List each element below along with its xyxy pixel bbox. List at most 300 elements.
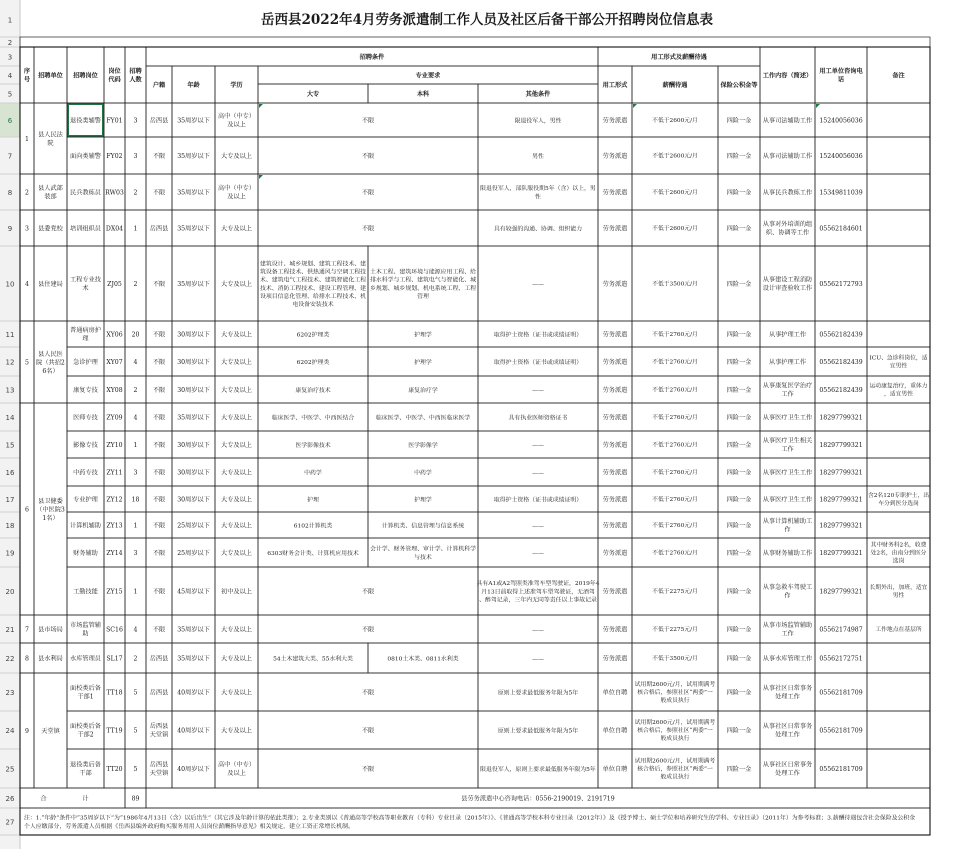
svg-text:四险一金: 四险一金	[726, 626, 752, 634]
svg-text:不低于2600元/月: 不低于2600元/月	[652, 226, 698, 233]
data-cell-text	[153, 152, 165, 160]
insurance-text	[727, 386, 752, 394]
svg-text:处理工作: 处理工作	[775, 731, 800, 739]
svg-text:——: ——	[532, 387, 544, 394]
group-seq	[25, 136, 29, 143]
svg-text:不限: 不限	[152, 189, 166, 197]
svg-text:取得护士资格（证书或成绩证明）: 取得护士资格（证书或成绩证明）	[493, 497, 583, 504]
salary-text	[652, 224, 698, 232]
svg-text:水库管理员: 水库管理员	[70, 655, 101, 663]
svg-text:工作: 工作	[781, 446, 794, 454]
other-text	[532, 282, 544, 288]
group-seq	[25, 281, 29, 288]
phone-text	[819, 469, 862, 476]
college-text	[307, 495, 319, 503]
form-text	[603, 549, 628, 557]
svg-text:保险公积金等: 保险公积金等	[720, 81, 758, 89]
salary-text	[652, 152, 698, 160]
row-number[interactable]: 9	[7, 225, 13, 233]
svg-text:（中医院3: （中医院3	[36, 506, 65, 514]
svg-text:ZJ05: ZJ05	[107, 280, 122, 288]
phone-text	[819, 117, 862, 124]
data-cell-text	[106, 496, 122, 503]
svg-text:其他条件: 其他条件	[525, 90, 551, 98]
data-cell-text	[73, 587, 98, 595]
svg-text:不限: 不限	[361, 588, 375, 596]
data-cell-text	[134, 414, 138, 421]
phone-text	[819, 359, 862, 366]
svg-text:工勤技能: 工勤技能	[73, 588, 98, 596]
svg-text:薪酬待遇: 薪酬待遇	[662, 81, 688, 89]
svg-text:中药学: 中药学	[304, 470, 322, 477]
svg-text:限退役军人，男性: 限退役军人，男性	[514, 118, 562, 125]
salary-text	[652, 495, 698, 503]
row-number[interactable]: 5	[7, 90, 13, 99]
svg-text:，适宜男性: ，适宜男性	[884, 391, 913, 398]
salary-text	[652, 116, 698, 124]
svg-text:18297799321: 18297799321	[819, 441, 863, 449]
svg-text:与技术: 与技术	[414, 554, 432, 561]
row-number[interactable]: 8	[7, 189, 13, 197]
svg-text:6名）: 6名）	[42, 367, 59, 375]
svg-text:限退役军人，部队服役期5年（含）以上，男: 限退役军人，部队服役期5年（含）以上，男	[480, 186, 596, 193]
svg-text:四险一金: 四险一金	[726, 469, 752, 477]
form-text	[603, 280, 628, 288]
svg-text:用工单位咨询电: 用工单位咨询电	[819, 68, 863, 76]
svg-text:试用期2600元/月，试用期满考: 试用期2600元/月，试用期满考	[634, 758, 716, 765]
svg-text:县市场局: 县市场局	[38, 626, 63, 634]
data-cell-text	[134, 655, 138, 662]
svg-text:备注: 备注	[892, 72, 905, 80]
row-number[interactable]: 14	[5, 414, 15, 422]
svg-text:建筑设计、城乡规划、建筑工程技术、建: 建筑设计、城乡规划、建筑工程技术、建	[259, 261, 367, 268]
row-number[interactable]: 10	[5, 280, 15, 289]
data-cell-text	[134, 522, 138, 529]
svg-text:RW03: RW03	[105, 189, 124, 197]
svg-text:35周岁以下: 35周岁以下	[177, 655, 210, 663]
svg-text:岳西县: 岳西县	[149, 117, 169, 125]
data-cell-text	[134, 359, 138, 366]
svg-text:运动康复治疗，重体力: 运动康复治疗，重体力	[869, 383, 928, 390]
svg-text:1: 1	[133, 522, 138, 530]
svg-text:8: 8	[25, 655, 29, 663]
data-cell-text	[153, 188, 165, 196]
svg-text:院（共招2: 院（共招2	[36, 359, 65, 367]
data-cell-text	[106, 689, 122, 696]
data-cell-text	[221, 549, 252, 557]
remark-text	[875, 625, 922, 633]
svg-text:劳务派遣: 劳务派遣	[602, 469, 628, 477]
svg-text:3: 3	[25, 225, 29, 233]
data-cell-text	[106, 414, 122, 421]
data-cell-text	[106, 766, 122, 773]
svg-text:设项目信息化管理、给排水工程技术、机: 设项目信息化管理、给排水工程技术、机	[259, 293, 367, 300]
header-college	[307, 90, 320, 98]
svg-text:不限: 不限	[361, 765, 375, 773]
svg-text:计算机辅助: 计算机辅助	[70, 522, 101, 530]
other-text	[494, 495, 582, 503]
phone-text	[819, 442, 862, 449]
form-text	[603, 330, 628, 338]
svg-text:劳务派遣: 劳务派遣	[602, 522, 628, 530]
phone-text	[819, 588, 862, 595]
svg-text:面向类辅警: 面向类辅警	[70, 152, 101, 160]
row-number[interactable]: 11	[5, 331, 15, 339]
svg-text:2: 2	[25, 189, 29, 197]
svg-text:不限: 不限	[361, 626, 375, 634]
data-cell-text	[134, 117, 138, 124]
svg-text:本科: 本科	[416, 90, 430, 98]
form-text	[603, 116, 628, 124]
svg-text:医学影像技术: 医学影像技术	[295, 442, 331, 449]
other-text	[532, 523, 544, 529]
row-number[interactable]: 26	[5, 795, 15, 803]
data-cell-text	[106, 387, 122, 394]
header-major	[416, 71, 441, 79]
row-number[interactable]: 4	[7, 72, 13, 80]
row-number[interactable]: 25	[5, 765, 15, 774]
svg-text:40周岁以下: 40周岁以下	[177, 689, 210, 697]
svg-text:不限: 不限	[361, 689, 375, 697]
major-text	[362, 152, 374, 160]
svg-text:及以上: 及以上	[227, 121, 246, 129]
svg-text:号: 号	[23, 76, 31, 84]
other-text	[480, 765, 596, 773]
salary-text	[652, 188, 698, 196]
data-cell-text	[153, 625, 165, 633]
svg-text:康复治疗技术: 康复治疗技术	[295, 387, 331, 394]
svg-text:05562172751: 05562172751	[819, 655, 863, 663]
group-seq	[25, 655, 29, 662]
svg-text:2: 2	[133, 189, 138, 197]
svg-text:长期外出，加班，适宜: 长期外出，加班，适宜	[869, 585, 928, 592]
svg-text:劳务派遣: 劳务派遣	[602, 331, 628, 339]
phone-text	[819, 387, 862, 394]
row-number[interactable]: 18	[5, 522, 15, 530]
college-text	[273, 654, 353, 662]
svg-text:劳务派遣: 劳务派遣	[602, 549, 628, 557]
content-text	[763, 549, 813, 557]
svg-text:2: 2	[133, 386, 138, 394]
svg-text:30周岁以下: 30周岁以下	[177, 441, 210, 449]
data-cell-text	[153, 358, 165, 366]
svg-text:3: 3	[133, 117, 138, 125]
svg-text:会计学、财务管理、审计学、计算机科学: 会计学、财务管理、审计学、计算机科学	[369, 546, 477, 553]
svg-text:从事社区日常事务: 从事社区日常事务	[762, 761, 813, 769]
content-text	[763, 188, 813, 196]
data-cell-text	[177, 726, 210, 734]
row-number[interactable]: 22	[5, 655, 15, 663]
svg-text:不限: 不限	[152, 331, 166, 339]
svg-text:ZY15: ZY15	[106, 588, 123, 596]
svg-text:25周岁以下: 25周岁以下	[177, 522, 210, 530]
svg-text:土木工程、建筑环境与能源应用工程、给: 土木工程、建筑环境与能源应用工程、给	[369, 269, 477, 276]
svg-text:从事社区日常事务: 从事社区日常事务	[762, 685, 813, 693]
svg-text:招聘: 招聘	[129, 68, 142, 76]
svg-text:35周岁以下: 35周岁以下	[177, 152, 210, 160]
svg-text:男性: 男性	[532, 153, 544, 160]
data-cell-text	[153, 413, 165, 421]
form-text	[603, 224, 628, 232]
data-cell-text	[177, 280, 210, 288]
svg-text:5: 5	[133, 765, 138, 773]
other-text	[476, 579, 599, 603]
data-cell-text	[134, 281, 138, 288]
svg-text:处2名，由南分到医分: 处2名，由南分到医分	[870, 550, 927, 557]
svg-text:05562181709: 05562181709	[819, 689, 863, 697]
svg-text:退役类后备: 退役类后备	[70, 761, 101, 769]
svg-text:4: 4	[133, 626, 138, 634]
svg-text:30周岁以下: 30周岁以下	[177, 331, 210, 339]
data-cell-text	[106, 225, 123, 232]
svg-text:从事护理工作: 从事护理工作	[768, 331, 807, 339]
data-cell-text	[134, 153, 138, 160]
svg-text:限退役军人，原则上要求最低服务年限为5年: 限退役军人，原则上要求最低服务年限为5年	[480, 766, 596, 773]
insurance-text	[727, 587, 752, 595]
svg-text:面校类后备: 面校类后备	[70, 723, 101, 731]
svg-text:5: 5	[133, 689, 138, 697]
row-number[interactable]: 6	[7, 117, 13, 125]
svg-text:05562184601: 05562184601	[819, 225, 863, 233]
svg-text:30周岁以下: 30周岁以下	[177, 496, 210, 504]
svg-text:学历: 学历	[230, 81, 243, 89]
data-cell-text	[153, 468, 165, 476]
data-cell-text	[106, 655, 122, 662]
svg-text:及以上: 及以上	[227, 770, 246, 778]
svg-text:计: 计	[82, 795, 89, 803]
row-number[interactable]: 21	[5, 626, 15, 634]
svg-text:般成员执行: 般成员执行	[660, 736, 690, 743]
svg-text:县人民法: 县人民法	[38, 131, 63, 139]
svg-text:岳西县: 岳西县	[149, 655, 169, 663]
row-number[interactable]: 13	[5, 386, 15, 395]
major-text	[362, 587, 374, 595]
data-cell-text	[106, 153, 122, 160]
college-text	[267, 549, 359, 557]
svg-text:人数: 人数	[129, 76, 142, 84]
bachelor-text	[414, 495, 432, 503]
row-number[interactable]: 19	[5, 549, 15, 558]
svg-text:具有A1或A2驾照类准驾车型驾驶证，2019年4: 具有A1或A2驾照类准驾车型驾驶证，2019年4	[476, 581, 600, 588]
data-cell-text	[177, 188, 210, 196]
salary-text	[652, 386, 698, 394]
svg-text:45周岁以下: 45周岁以下	[177, 588, 210, 596]
salary-text	[652, 625, 698, 633]
row-number[interactable]: 1	[7, 16, 13, 25]
svg-text:XY06: XY06	[106, 331, 123, 339]
insurance-text	[727, 765, 752, 773]
row-number[interactable]: 2	[7, 39, 13, 47]
svg-text:18297799321: 18297799321	[819, 414, 863, 422]
major-text	[362, 688, 374, 696]
svg-text:不低于2760元/月: 不低于2760元/月	[652, 523, 698, 530]
row-number[interactable]: 20	[5, 588, 15, 596]
svg-text:——: ——	[532, 470, 544, 477]
svg-text:及以上: 及以上	[227, 193, 246, 201]
salary-text	[652, 441, 698, 449]
form-text	[603, 413, 628, 421]
insurance-text	[727, 358, 752, 366]
svg-text:不限: 不限	[361, 117, 375, 125]
insurance-text	[727, 413, 752, 421]
svg-text:劳务派遣: 劳务派遣	[602, 496, 628, 504]
svg-text:6202护理类: 6202护理类	[296, 359, 330, 366]
svg-text:大专及以上: 大专及以上	[221, 386, 252, 394]
college-text	[294, 521, 333, 529]
svg-text:民兵教练员: 民兵教练员	[70, 189, 101, 197]
other-text	[494, 330, 582, 338]
svg-text:岳西县: 岳西县	[149, 689, 169, 697]
svg-text:——: ——	[532, 442, 544, 449]
header-remark	[892, 71, 905, 79]
svg-text:ZY10: ZY10	[106, 441, 123, 449]
svg-text:助: 助	[82, 630, 89, 638]
salary-text	[652, 521, 698, 529]
svg-text:不限: 不限	[152, 496, 166, 504]
svg-text:从事医疗卫生相关: 从事医疗卫生相关	[762, 437, 813, 445]
form-text	[603, 654, 628, 662]
svg-text:6202护理类: 6202护理类	[296, 332, 330, 339]
svg-text:从事建设工程消防: 从事建设工程消防	[762, 276, 813, 284]
insurance-text	[727, 549, 752, 557]
svg-text:具有执业医师资格证书: 具有执业医师资格证书	[508, 415, 568, 422]
header-employ-group	[651, 53, 707, 61]
svg-text:工作: 工作	[781, 391, 794, 399]
phone-text	[819, 331, 862, 338]
svg-text:四险一金: 四险一金	[726, 655, 752, 663]
svg-text:大专及以上: 大专及以上	[221, 469, 252, 477]
group-unit	[38, 280, 63, 288]
svg-text:从事医疗卫生工作: 从事医疗卫生工作	[762, 496, 813, 504]
row-number[interactable]: 15	[5, 441, 15, 450]
phone-text	[819, 496, 862, 503]
data-cell-text	[177, 549, 210, 557]
svg-text:劳务派遣: 劳务派遣	[602, 280, 628, 288]
header-post	[72, 71, 99, 79]
phone-text	[819, 281, 862, 288]
svg-text:四险一金: 四险一金	[726, 386, 752, 394]
svg-text:35周岁以下: 35周岁以下	[177, 414, 210, 422]
insurance-text	[727, 280, 752, 288]
form-text	[603, 386, 628, 394]
svg-text:劳务派遣: 劳务派遣	[602, 225, 628, 233]
svg-text:6102计算机类: 6102计算机类	[293, 523, 333, 530]
svg-text:从事急救车驾驶工: 从事急救车驾驶工	[762, 584, 813, 592]
form-text	[603, 587, 628, 595]
svg-text:四险一金: 四险一金	[726, 331, 752, 339]
svg-text:从事市场监管辅助: 从事市场监管辅助	[762, 622, 813, 630]
svg-text:05562172793: 05562172793	[819, 280, 863, 288]
svg-text:作: 作	[784, 592, 791, 600]
svg-text:作: 作	[784, 526, 791, 534]
data-cell-text	[150, 688, 169, 696]
row-number[interactable]: 24	[5, 727, 15, 735]
svg-text:从事司法辅助工作: 从事司法辅助工作	[762, 152, 813, 160]
svg-text:试用期2600元/月，试用期满考: 试用期2600元/月，试用期满考	[634, 720, 716, 727]
svg-text:从事医疗卫生工作: 从事医疗卫生工作	[762, 414, 813, 422]
svg-text:不限: 不限	[152, 469, 166, 477]
row-number[interactable]: 23	[5, 689, 15, 697]
salary-text	[652, 468, 698, 476]
data-cell-text	[177, 495, 210, 503]
form-text	[603, 521, 628, 529]
svg-text:1: 1	[133, 225, 138, 233]
row-number[interactable]: 3	[7, 53, 13, 62]
row-number[interactable]: 27	[5, 818, 15, 827]
svg-text:专业要求: 专业要求	[415, 72, 441, 80]
data-cell-text	[106, 469, 122, 476]
svg-text:不低于2275元/月: 不低于2275元/月	[652, 627, 698, 634]
data-cell-text	[177, 654, 210, 662]
svg-text:大专及以上: 大专及以上	[221, 689, 252, 697]
data-cell-text	[134, 689, 138, 696]
row-number[interactable]: 16	[5, 469, 15, 477]
svg-text:大专及以上: 大专及以上	[221, 280, 252, 288]
svg-text:大专及以上: 大专及以上	[221, 152, 252, 160]
svg-text:男性: 男性	[892, 593, 905, 600]
data-cell-text	[153, 521, 165, 529]
row-number[interactable]: 12	[5, 358, 15, 367]
svg-text:四险一金: 四险一金	[726, 441, 752, 449]
svg-text:高中（中专）: 高中（中专）	[217, 113, 256, 121]
svg-text:大专及以上: 大专及以上	[221, 331, 252, 339]
data-cell-text	[221, 654, 252, 662]
data-cell-text	[221, 521, 252, 529]
svg-text:大专及以上: 大专及以上	[221, 549, 252, 557]
data-cell-text	[177, 441, 210, 449]
data-cell-text	[153, 280, 165, 288]
data-cell-text	[150, 116, 169, 124]
svg-text:7: 7	[25, 626, 29, 634]
svg-text:单位自聘: 单位自聘	[602, 689, 628, 697]
svg-text:初中及以上: 初中及以上	[221, 588, 252, 596]
data-cell-text	[177, 765, 210, 773]
svg-text:18297799321: 18297799321	[819, 522, 863, 530]
svg-text:、醉驾记录，三年内无同等责任以上事故记录: 、醉驾记录，三年内无同等责任以上事故记录	[479, 597, 597, 604]
svg-text:——: ——	[532, 656, 544, 663]
svg-text:TT19: TT19	[106, 727, 123, 735]
other-text	[532, 388, 544, 394]
college-text	[297, 358, 330, 366]
insurance-text	[727, 330, 752, 338]
data-cell-text	[134, 766, 138, 773]
svg-text:18297799321: 18297799321	[819, 496, 863, 504]
svg-text:术、建筑电气工程技术、建筑智能化工程: 术、建筑电气工程技术、建筑智能化工程	[259, 277, 367, 284]
svg-text:89: 89	[131, 795, 140, 803]
data-cell-text	[73, 468, 99, 476]
row-number[interactable]: 7	[7, 152, 13, 161]
college-text	[295, 386, 330, 394]
insurance-text	[727, 625, 752, 633]
form-text	[603, 495, 628, 503]
svg-text:核合格后，参照社区“两委”一: 核合格后，参照社区“两委”一	[637, 690, 713, 697]
svg-text:大专及以上: 大专及以上	[221, 441, 252, 449]
svg-text:不限: 不限	[152, 522, 166, 530]
row-number[interactable]: 17	[5, 496, 15, 504]
data-cell-text	[221, 495, 252, 503]
data-cell-text	[221, 224, 252, 232]
data-cell-text	[70, 116, 101, 124]
other-text	[532, 152, 544, 160]
phone-text	[819, 225, 862, 232]
svg-text:30周岁以下: 30周岁以下	[177, 386, 210, 394]
phone-text	[819, 522, 862, 529]
svg-text:05562182439: 05562182439	[819, 331, 863, 339]
header-content	[763, 71, 813, 79]
data-cell-text	[177, 224, 210, 232]
svg-text:计算机类、信息管理与信息系统: 计算机类、信息管理与信息系统	[381, 523, 465, 530]
data-cell-text	[134, 387, 138, 394]
